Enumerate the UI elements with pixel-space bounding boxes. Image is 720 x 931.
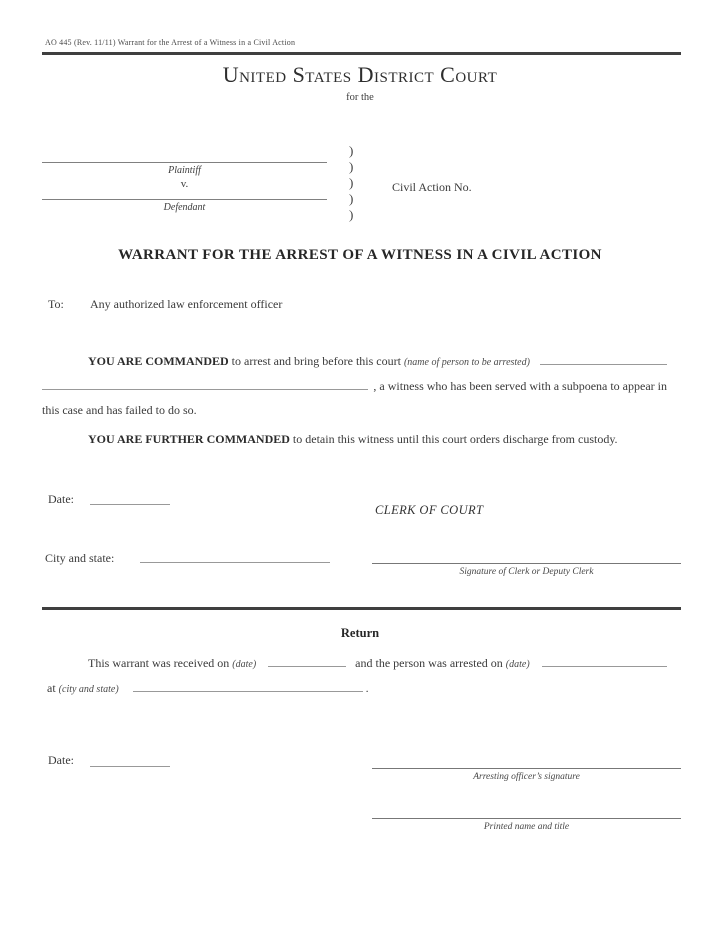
bracket-glyph: ): [349, 191, 354, 206]
clerk-of-court-label: CLERK OF COURT: [375, 503, 484, 517]
warrant-received-date-field[interactable]: [268, 664, 346, 667]
bracket-glyph: ): [349, 159, 354, 174]
officer-signature-caption: Arresting officer’s signature: [473, 772, 580, 782]
person-name-field-start[interactable]: [540, 362, 667, 365]
issue-date-label: Date:: [48, 492, 74, 506]
clerk-signature-field[interactable]: [372, 563, 681, 564]
return-date-hint-2: (date): [505, 659, 530, 670]
person-arrested-date-field[interactable]: [542, 664, 667, 667]
return-city-state-hint: (city and state): [58, 684, 119, 695]
return-date-field[interactable]: [90, 766, 170, 767]
plaintiff-name-field[interactable]: [42, 162, 327, 163]
command-lead-rest: to arrest and bring before this court: [228, 354, 404, 368]
form-title: WARRANT FOR THE ARREST OF A WITNESS IN A CIVIL ACTION: [118, 247, 602, 263]
defendant-label: Defendant: [163, 202, 206, 213]
city-state-field[interactable]: [140, 562, 330, 563]
name-of-person-hint: (name of person to be arrested): [403, 357, 530, 368]
return-divider-rule: [42, 607, 681, 610]
court-for-the: for the: [346, 92, 374, 103]
printed-name-field[interactable]: [372, 818, 681, 819]
command-line-2: [42, 379, 667, 394]
city-state-label: City and state:: [45, 551, 115, 565]
to-value: Any authorized law enforcement officer: [90, 297, 283, 311]
officer-signature-field[interactable]: [372, 768, 681, 769]
top-rule: [42, 52, 681, 55]
return-title: Return: [340, 626, 380, 640]
further-command-line: [88, 432, 667, 447]
bracket-glyph: ): [349, 175, 354, 190]
caption-bracket-column: [349, 143, 353, 223]
return-date-hint-1: (date): [232, 659, 257, 670]
bracket-glyph: ): [349, 143, 354, 158]
person-name-field-continued[interactable]: [42, 387, 368, 390]
command-continuation: , a witness who has been served with a subpoena to appear in: [373, 379, 667, 393]
civil-action-label: Civil Action No.: [392, 180, 472, 194]
defendant-name-field[interactable]: [42, 199, 327, 200]
return-at-text: at: [47, 681, 59, 695]
bracket-glyph: ): [349, 207, 354, 222]
command-lead-bold: YOU ARE COMMANDED: [88, 354, 229, 368]
court-name: United States District Court: [222, 62, 498, 87]
return-period: .: [362, 681, 369, 695]
form-number-line: AO 445 (Rev. 11/11) Warrant for the Arrest of a Witness in a Civil Action: [45, 38, 296, 47]
return-arrested-text: and the person was arrested on: [352, 656, 506, 670]
return-date-label: Date:: [48, 753, 74, 767]
issue-date-field[interactable]: [90, 504, 170, 505]
further-command-bold: YOU ARE FURTHER COMMANDED: [88, 432, 290, 446]
command-line-1: [88, 354, 667, 369]
printed-name-caption: Printed name and title: [483, 822, 570, 832]
arrest-city-state-field[interactable]: [133, 689, 363, 692]
versus-label: v.: [180, 178, 189, 190]
return-received-text: This warrant was received on: [88, 656, 233, 670]
plaintiff-label: Plaintiff: [168, 165, 201, 176]
clerk-signature-caption: Signature of Clerk or Deputy Clerk: [459, 567, 594, 577]
caption-block: [42, 120, 327, 213]
return-line-1: [88, 656, 667, 671]
further-command-rest: to detain this witness until this court orders discharge from custody.: [289, 432, 618, 446]
to-label: To:: [48, 297, 64, 311]
return-line-2: [47, 681, 369, 696]
command-line-3: this case and has failed to do so.: [42, 403, 197, 417]
